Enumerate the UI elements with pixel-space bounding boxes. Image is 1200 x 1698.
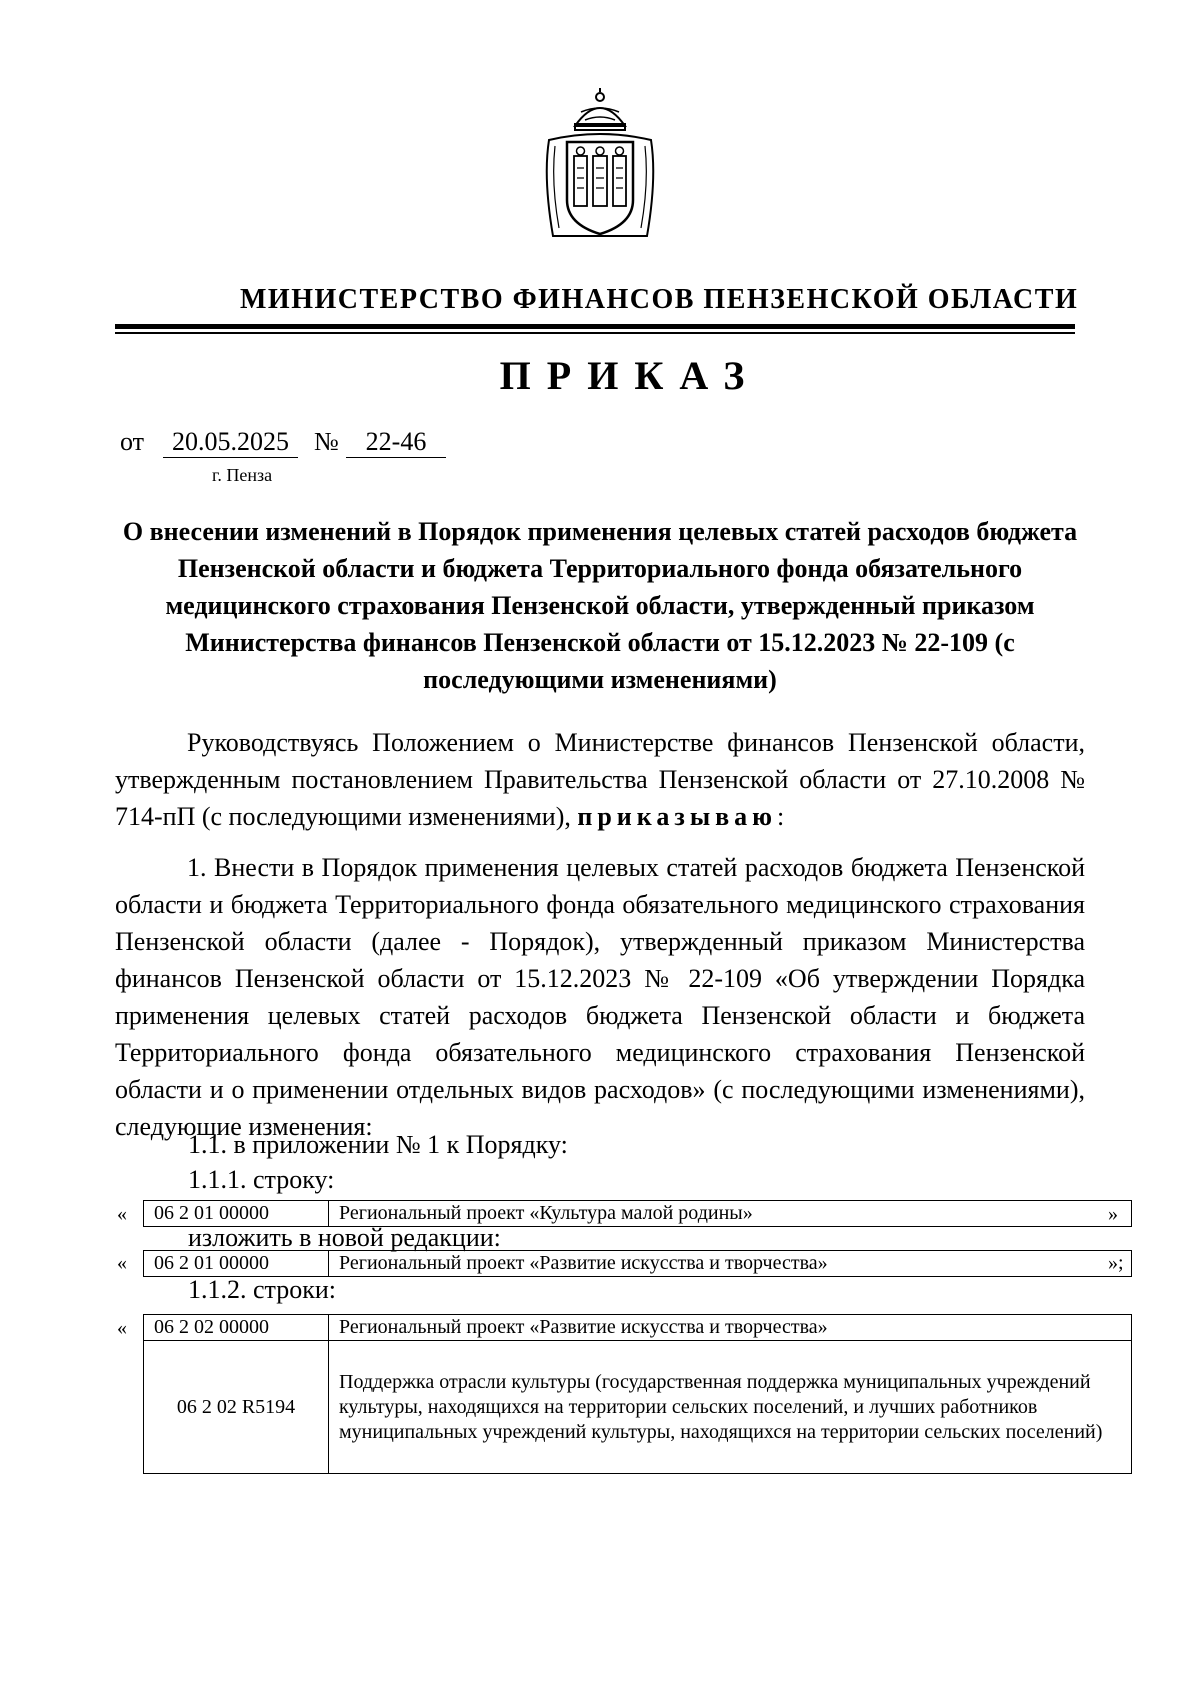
- open-quote: «: [117, 1203, 127, 1225]
- preamble-text: Руководствуясь Положением о Министерстве финансов Пензенской области, утвержденным постановлением Правительства Пензенской области от 27.10.2008 № 714-пП (с последующими изменениями),: [115, 728, 1085, 831]
- item-1-1-2: 1.1.2. строки:: [188, 1275, 336, 1304]
- preamble-paragraph: [115, 724, 1085, 835]
- item-1-1: 1.1. в приложении № 1 к Порядку:: [188, 1130, 568, 1159]
- table-row: [144, 1315, 1132, 1341]
- ministry-name: МИНИСТЕРСТВО ФИНАНСОВ ПЕНЗЕНСКОЙ ОБЛАСТИ: [240, 284, 1079, 315]
- coat-of-arms-emblem: [541, 88, 659, 238]
- preamble-colon: :: [777, 802, 785, 831]
- name-cell: Региональный проект «Развитие искусства и творчества»: [329, 1315, 1132, 1341]
- document-type-heading: ПРИКАЗ: [499, 353, 761, 398]
- code-cell: 06 2 01 00000: [144, 1201, 329, 1227]
- rows-table: [143, 1314, 1132, 1474]
- code-cell: 06 2 02 00000: [144, 1315, 329, 1341]
- item-1-paragraph: 1. Внести в Порядок применения целевых статей расходов бюджета Пензенской области и бюджета Территориального фонда обязательного медицинского страхования Пензенской области (далее - Порядок), утвержденный приказом Министерства финансов Пензенской области от 15.12.2023 № 22-109 «Об утверждении Порядка применения целевых статей расходов бюджета Пензенской области и бюджета Территориального фонда обязательного медицинского страхования Пензенской области и о применении отдельных видов расходов» (с последующими изменениями), следующие изменения:: [115, 853, 1085, 1141]
- order-word: приказываю: [577, 802, 778, 831]
- code-cell: 06 2 02 R5194: [144, 1341, 329, 1474]
- from-label: от: [120, 427, 145, 456]
- new-row-table: [143, 1250, 1132, 1277]
- order-number-value: 22-46: [346, 427, 446, 458]
- name-cell: Региональный проект «Культура малой родины»: [329, 1201, 1132, 1227]
- item-1-1-1: 1.1.1. строку:: [188, 1165, 335, 1194]
- document-title: О внесении изменений в Порядок применения целевых статей расходов бюджета Пензенской области и бюджета Территориального фонда обязательного медицинского страхования Пензенской области, утвержденный приказом Министерства финансов Пензенской области от 15.12.2023 № 22-109 (с последующими изменениями): [122, 517, 1078, 694]
- number-label: №: [314, 427, 339, 456]
- name-cell: Поддержка отрасли культуры (государственная поддержка муниципальных учреждений культуры, находящихся на территории сельских поселений, и лучших работников муниципальных учреждений культуры, находящихся на территории сельских поселений): [329, 1341, 1132, 1474]
- new-edition-label: изложить в новой редакции:: [188, 1223, 501, 1252]
- table-row: [144, 1251, 1132, 1277]
- header-rule-thick: [115, 324, 1075, 329]
- close-quote-semicolon: »;: [1108, 1252, 1124, 1274]
- table-row: [144, 1341, 1132, 1474]
- order-date-value: 20.05.2025: [163, 427, 298, 458]
- name-cell: Региональный проект «Развитие искусства и творчества»: [329, 1251, 1132, 1277]
- city: г. Пенза: [212, 465, 273, 485]
- order-number: [346, 427, 446, 458]
- close-quote: »: [1108, 1203, 1118, 1225]
- code-cell: 06 2 01 00000: [144, 1251, 329, 1277]
- header-rule-thin: [115, 332, 1075, 334]
- order-date: [163, 427, 298, 458]
- open-quote: «: [117, 1252, 127, 1274]
- open-quote: «: [117, 1317, 127, 1339]
